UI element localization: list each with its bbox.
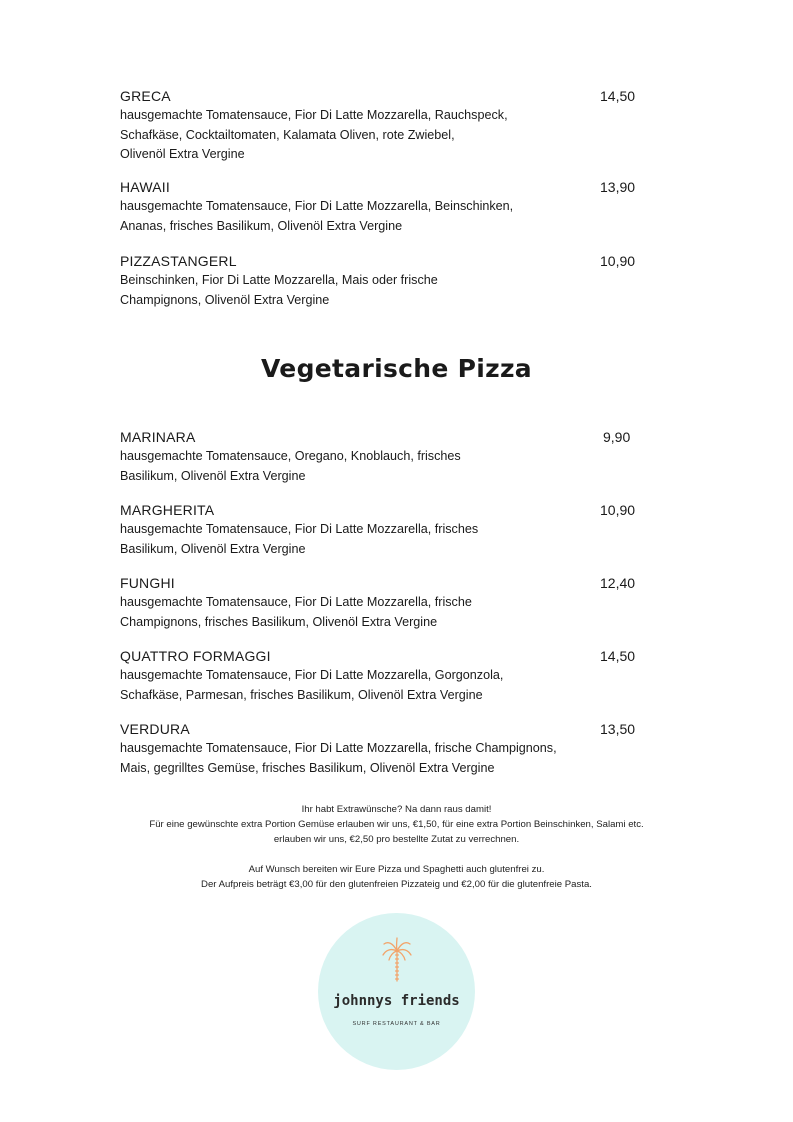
item-price: 13,90: [600, 179, 636, 195]
item-description: hausgemachte Tomatensauce, Fior Di Latte Mozzarella, Gorgonzola, Schafkäse, Parmesan, frisches Basilikum, Olivenöl Extra Vergine: [120, 668, 504, 702]
logo-name: johnnys friends: [333, 993, 460, 1009]
item-description: hausgemachte Tomatensauce, Fior Di Latte Mozzarella, frische Champignons, Mais, gegrilltes Gemüse, frisches Basilikum, Olivenöl Extra Vergine: [120, 741, 557, 775]
restaurant-logo: [318, 913, 475, 1070]
note-line: Für eine gewünschte extra Portion Gemüse erlauben wir uns, €1,50, für eine extra Portion Beinschinken, Salami etc.: [149, 819, 644, 830]
item-name: VERDURA: [120, 721, 190, 737]
section-title: Vegetarische Pizza: [261, 354, 532, 383]
menu-item-greca: [120, 87, 640, 165]
item-price: 10,90: [600, 502, 636, 518]
item-price: 12,40: [600, 575, 636, 591]
item-description: Beinschinken, Fior Di Latte Mozzarella, Mais oder frische Champignons, Olivenöl Extra Vergine: [120, 273, 438, 307]
logo-subtitle: SURF RESTAURANT & BAR: [352, 1021, 441, 1027]
menu-item-hawaii: [120, 178, 640, 236]
palm-tree-icon: [382, 937, 412, 983]
menu-item-pizzastangerl: [120, 252, 640, 310]
extras-notes: [0, 802, 793, 892]
item-price: 14,50: [600, 648, 636, 664]
menu-item-margherita: [120, 501, 640, 559]
item-name: PIZZASTANGERL: [120, 253, 237, 269]
item-description: hausgemachte Tomatensauce, Fior Di Latte Mozzarella, frisches Basilikum, Olivenöl Extra Vergine: [120, 522, 479, 556]
item-description: hausgemachte Tomatensauce, Oregano, Knoblauch, frisches Basilikum, Olivenöl Extra Vergine: [120, 449, 461, 483]
item-price: 10,90: [600, 253, 636, 269]
menu-item-verdura: [120, 720, 640, 778]
item-name: GRECA: [120, 88, 171, 104]
item-description: hausgemachte Tomatensauce, Fior Di Latte Mozzarella, frische Champignons, frisches Basilikum, Olivenöl Extra Vergine: [120, 595, 472, 629]
item-description: hausgemachte Tomatensauce, Fior Di Latte Mozzarella, Beinschinken, Ananas, frisches Basilikum, Olivenöl Extra Vergine: [120, 199, 514, 233]
note-line: Auf Wunsch bereiten wir Eure Pizza und Spaghetti auch glutenfrei zu.: [248, 864, 545, 875]
item-price: 9,90: [603, 429, 631, 445]
item-description: hausgemachte Tomatensauce, Fior Di Latte Mozzarella, Rauchspeck, Schafkäse, Cocktailtomaten, Kalamata Oliven, rote Zwiebel, Olivenöl Extra Vergine: [120, 108, 508, 161]
item-name: QUATTRO FORMAGGI: [120, 648, 271, 664]
note-line: Ihr habt Extrawünsche? Na dann raus damit!: [301, 804, 492, 815]
menu-item-quattro-formaggi: [120, 647, 640, 705]
item-name: MARINARA: [120, 429, 196, 445]
item-name: FUNGHI: [120, 575, 175, 591]
note-line: Der Aufpreis beträgt €3,00 für den glutenfreien Pizzateig und €2,00 für die glutenfreie Pasta.: [201, 879, 592, 890]
item-name: MARGHERITA: [120, 502, 215, 518]
item-price: 14,50: [600, 88, 636, 104]
note-line: erlauben wir uns, €2,50 pro bestellte Zutat zu verrechnen.: [273, 834, 520, 845]
menu-item-marinara: [120, 428, 640, 486]
item-name: HAWAII: [120, 179, 170, 195]
item-price: 13,50: [600, 721, 636, 737]
menu-item-funghi: [120, 574, 640, 632]
